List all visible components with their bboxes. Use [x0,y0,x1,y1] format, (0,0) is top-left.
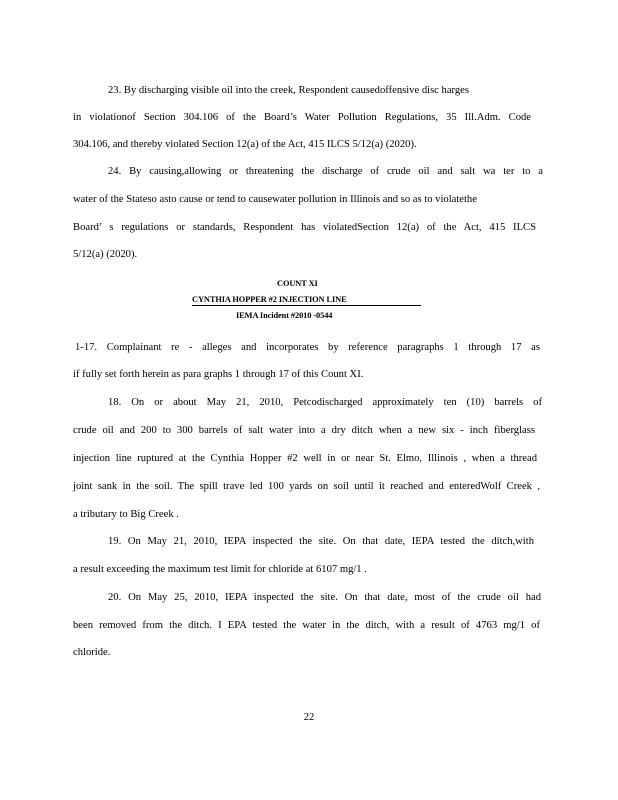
page-number: 22 [303,712,315,723]
paragraph-20-line-1: 20. On May 25, 2010, IEPA inspected the site. On that date, most of the crude oil had [108,592,541,603]
count-heading-line-3: IEMA Incident #2010 -0544 [236,311,333,320]
paragraph-20-line-3: chloride. [73,647,111,658]
paragraph-24-line-3: Board’ s regulations or standards, Respondent has violatedSection 12(a) of the Act, 415 ILCS [73,222,536,233]
paragraph-24-line-4: 5/12(a) (2020). [73,249,138,260]
paragraph-23-line-1: 23. By discharging visible oil into the creek, Respondent causedoffensive disc harges [108,85,469,96]
paragraph-18-line-3: injection line ruptured at the Cynthia Hopper #2 well in or near St. Elmo, Illinois , when a thread [73,453,537,464]
paragraph-24-line-1: 24. By causing,allowing or threatening the discharge of crude oil and salt wa ter to a [108,166,543,177]
paragraph-18-line-1: 18. On or about May 21, 2010, Petcodischarged approximately ten (10) barrels of [108,397,542,408]
paragraph-23-line-3: 304.106, and thereby violated Section 12(a) of the Act, 415 ILCS 5/12(a) (2020). [73,139,417,150]
paragraph-18-line-5: a tributary to Big Creek . [73,509,179,520]
paragraph-18-line-2: crude oil and 200 to 300 barrels of salt water into a dry ditch when a new six - inch fiberglass [73,425,535,436]
count-heading-line-1: COUNT XI [277,279,318,288]
paragraph-23-line-2: in violationof Section 304.106 of the Board’s Water Pollution Regulations, 35 Ill.Adm. Code [73,112,531,123]
paragraph-18-line-4: joint sank in the soil. The spill trave led 100 yards on soil until it reached and enteredWolf Creek , [73,481,540,492]
paragraph-1-17-line-2: if fully set forth herein as para graphs 1 through 17 of this Count XI. [73,369,364,380]
paragraph-20-line-2: been removed from the ditch. I EPA tested the water in the ditch, with a result of 4763 mg/1 of [73,620,540,631]
paragraph-19-line-2: a result exceeding the maximum test limit for chloride at 6107 mg/1 . [73,564,367,575]
paragraph-24-line-2: water of the Stateso asto cause or tend to causewater pollution in Illinois and so as to violatethe [73,194,477,205]
count-heading-line-2: CYNTHIA HOPPER #2 INJECTION LINE [192,295,347,304]
count-heading-underline [192,305,421,306]
paragraph-19-line-1: 19. On May 21, 2010, IEPA inspected the site. On that date, IEPA tested the ditch,with [108,536,534,547]
paragraph-1-17-line-1: 1-17. Complainant re - alleges and incorporates by reference paragraphs 1 through 17 as [75,342,540,353]
